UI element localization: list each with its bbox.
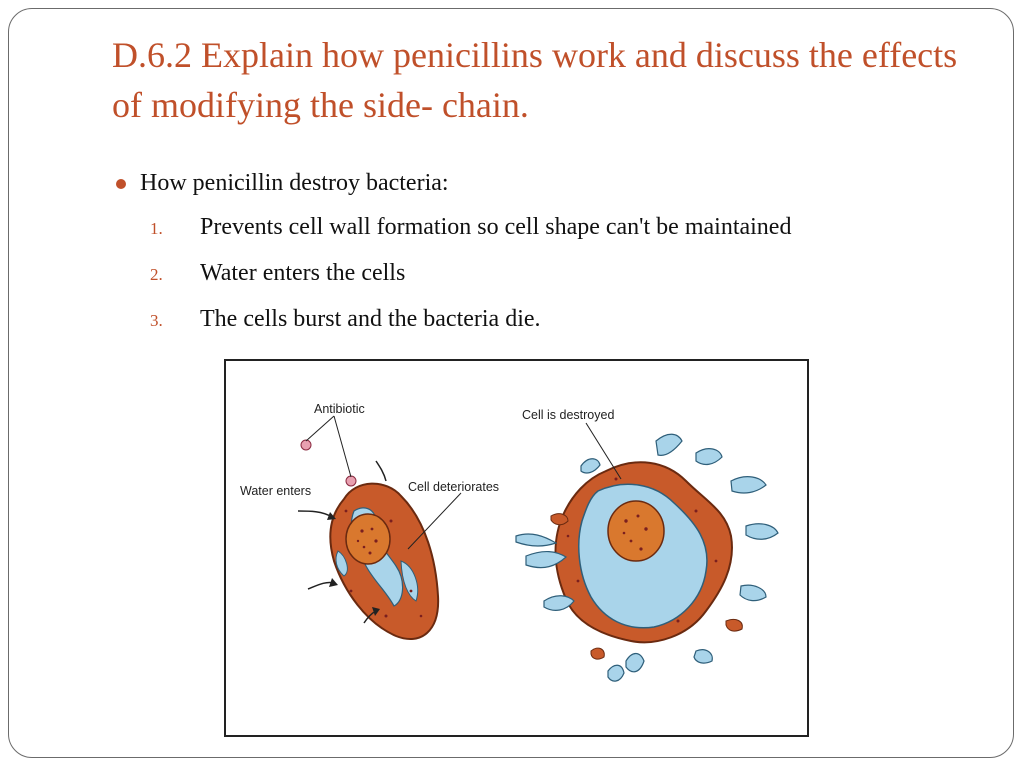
antibiotic-molecule <box>301 440 356 486</box>
list-number: 1. <box>150 219 163 238</box>
cell-destroyed-label: Cell is destroyed <box>522 408 615 422</box>
nucleus-right <box>608 501 664 561</box>
bullet-dot-icon <box>116 179 126 189</box>
list-item <box>150 306 791 352</box>
slide-title <box>112 30 992 130</box>
bullet-text: How penicillin destroy bacteria: <box>140 170 449 196</box>
list-text: Water enters the cells <box>200 260 406 286</box>
water-enters-label: Water enters <box>240 484 312 498</box>
bacteria-diagram-svg <box>226 361 807 735</box>
list-number: 2. <box>150 265 163 284</box>
destroyed-cell <box>516 434 778 681</box>
slide-title-text: D.6.2 Explain how penicillins work and discuss the effects of modifying the side- chain <box>112 35 958 125</box>
list-text: Prevents cell wall formation so cell shape can't be maintained <box>200 214 792 240</box>
list-item <box>150 260 791 306</box>
list-text: The cells burst and the bacteria die. <box>200 306 541 332</box>
list-number: 3. <box>150 311 163 330</box>
numbered-list <box>150 214 791 352</box>
slide-title-end: . <box>519 85 529 125</box>
nucleus-left <box>346 514 390 564</box>
antibiotic-label: Antibiotic <box>314 402 365 416</box>
bacteria-diagram <box>224 359 809 737</box>
cell-deteriorates-label: Cell deteriorates <box>408 480 500 494</box>
bullet-item <box>116 170 449 197</box>
list-item <box>150 214 791 260</box>
